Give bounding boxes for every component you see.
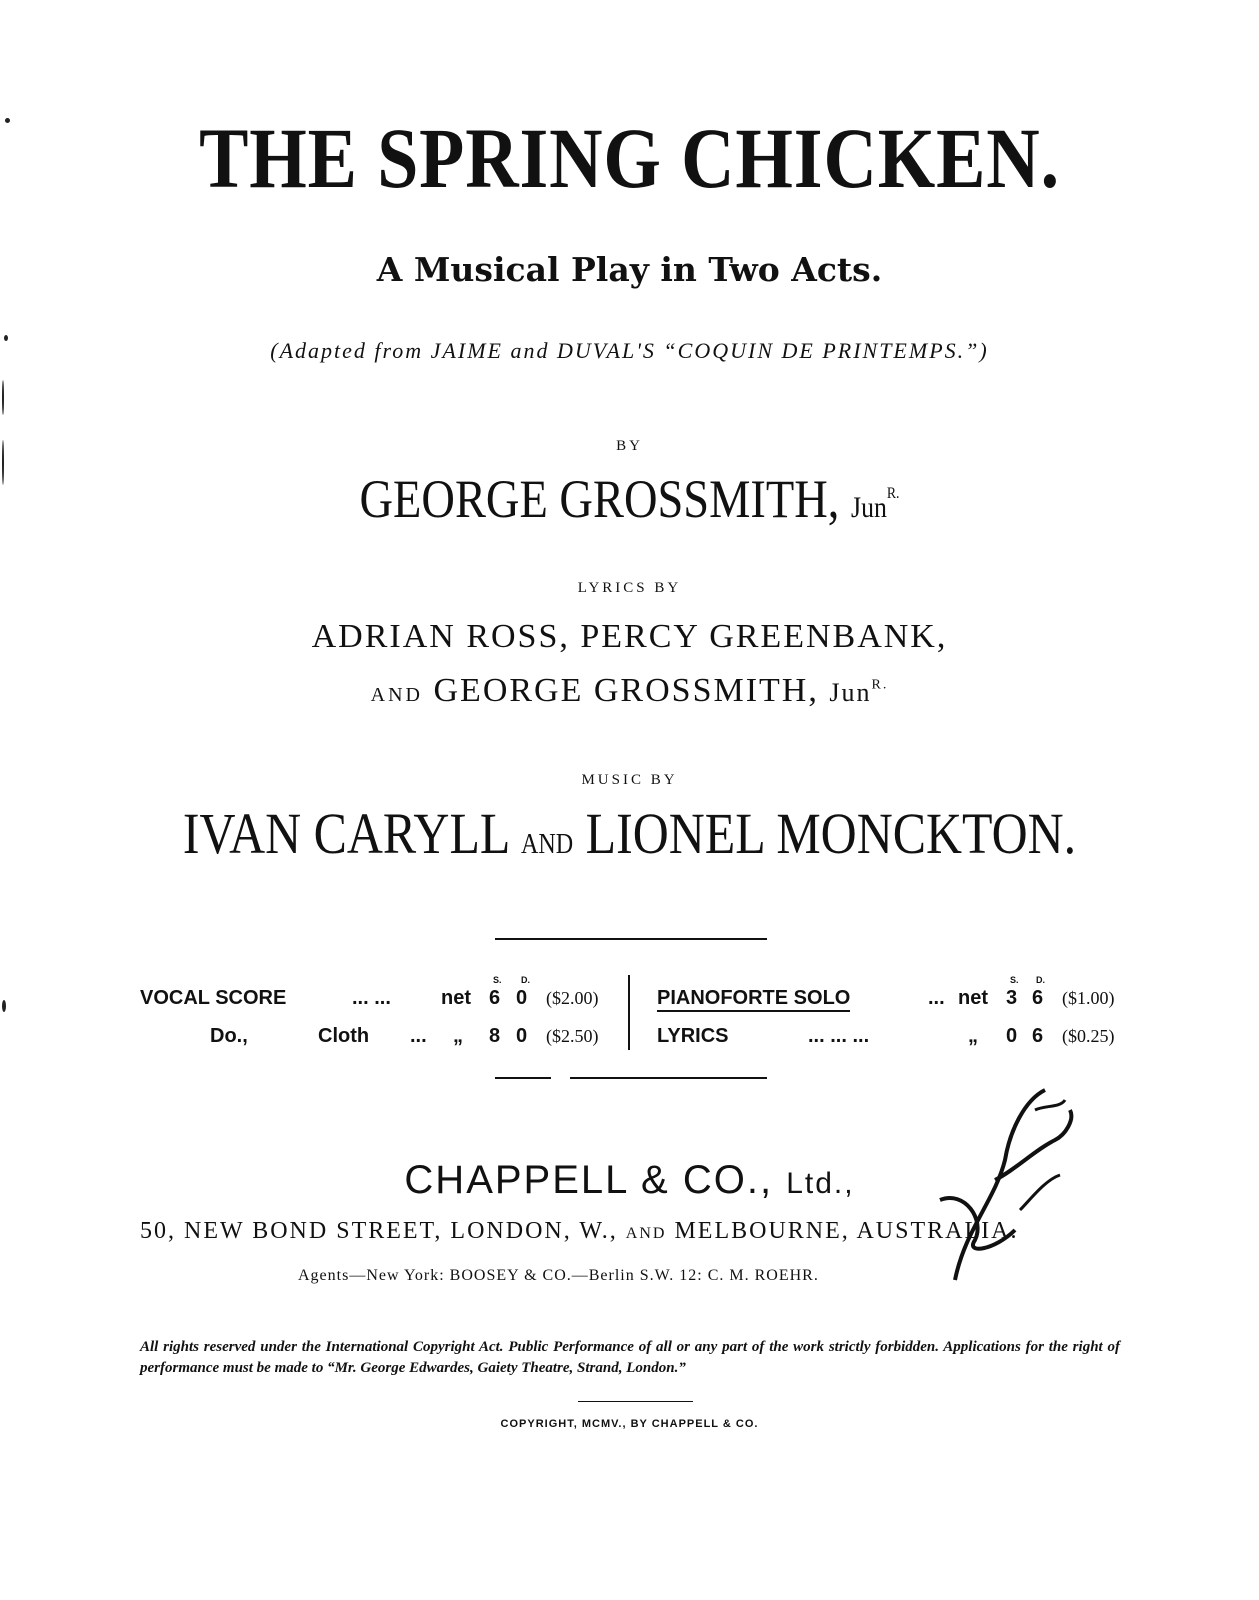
page-title: THE SPRING CHICKEN. <box>199 110 1060 206</box>
agents-line: Agents—New York: BOOSEY & CO.—Berlin S.W. 12: C. M. ROEHR. <box>298 1267 819 1284</box>
price-shillings: 6 <box>489 987 501 1009</box>
price-bottom-rule-left <box>495 1077 551 1079</box>
lyricists-suffix: Jun <box>829 678 872 707</box>
price-dots: ... <box>410 1025 427 1047</box>
composer-2: LIONEL MONCKTON. <box>585 801 1077 866</box>
right-s-header: S. <box>1010 975 1019 985</box>
price-item-vocal-score: VOCAL SCORE <box>140 987 287 1009</box>
publisher-address <box>140 1218 1018 1245</box>
price-usd: ($2.50) <box>546 1026 599 1046</box>
address-suffix: MELBOURNE, AUSTRALIA. <box>674 1218 1019 1244</box>
price-pence: 0 <box>516 1025 528 1047</box>
address-prefix: 50, NEW BOND STREET, LONDON, W., <box>140 1218 618 1244</box>
price-pence: 6 <box>1032 1025 1044 1047</box>
scan-speck <box>4 335 8 341</box>
price-dots: ... ... <box>352 987 391 1009</box>
page-subtitle: A Musical Play in Two Acts. <box>376 250 883 289</box>
author-text: GEORGE GROSSMITH, <box>359 469 840 529</box>
price-item-do: Do., <box>210 1025 248 1047</box>
price-shillings: 8 <box>489 1025 501 1047</box>
rights-notice: All rights reserved under the International Copyright Act. Public Performance of all or any part of the work strictly forbidden. Applications for the right of performance must be made to “Mr. George Edwardes, Gaiety Theatre, Strand, London.” <box>140 1339 1120 1376</box>
price-ditto: „ <box>453 1025 463 1047</box>
footer-rule <box>578 1401 693 1402</box>
price-shillings: 0 <box>1006 1025 1018 1047</box>
scan-speck <box>2 1000 6 1012</box>
price-usd: ($0.25) <box>1062 1026 1115 1046</box>
lyricists-name: GEORGE GROSSMITH, <box>433 672 819 709</box>
left-s-header: S. <box>493 975 502 985</box>
lyricists-line-2 <box>0 672 1259 710</box>
copyright-line: COPYRIGHT, MCMV., BY CHAPPELL & CO. <box>500 1418 759 1430</box>
scan-speck <box>2 440 4 485</box>
price-item-cloth: Cloth <box>318 1025 370 1047</box>
adapted-from-note: (Adapted from JAIME and DUVAL'S “COQUIN DE PRINTEMPS.”) <box>270 338 989 363</box>
price-bottom-rule-right <box>570 1077 767 1079</box>
price-item-lyrics: LYRICS <box>657 1025 729 1047</box>
price-pence: 0 <box>516 987 528 1009</box>
price-dots: ... ... ... <box>808 1025 870 1047</box>
handwritten-signature <box>935 1080 1085 1300</box>
lyricists-line-1: ADRIAN ROSS, PERCY GREENBANK, <box>311 618 948 655</box>
publisher-ltd: Ltd., <box>786 1167 855 1200</box>
scan-speck <box>5 118 10 123</box>
price-usd: ($1.00) <box>1062 988 1115 1008</box>
author-name <box>88 468 1171 530</box>
publisher-name-text: CHAPPELL & CO., <box>404 1158 774 1202</box>
lyricists-and: AND <box>370 684 423 706</box>
price-divider <box>628 975 630 1050</box>
composers-and: AND <box>521 829 574 860</box>
composers <box>88 800 1171 867</box>
music-by-label: MUSIC BY <box>581 772 678 788</box>
composer-1: IVAN CARYLL <box>182 801 509 866</box>
price-net: net <box>958 987 988 1009</box>
lyrics-by-label: LYRICS BY <box>577 580 682 596</box>
address-and: AND <box>625 1225 667 1242</box>
price-ditto: „ <box>968 1025 978 1047</box>
price-dots: ... <box>928 987 945 1009</box>
price-item-pianoforte-solo: PIANOFORTE SOLO <box>657 987 850 1012</box>
scan-speck <box>2 380 4 415</box>
author-suffix: Jun <box>851 491 887 524</box>
price-usd: ($2.00) <box>546 988 599 1008</box>
by-label: BY <box>616 438 643 454</box>
right-d-header: D. <box>1036 975 1045 985</box>
lyricists-suffix-sup: R. <box>871 677 889 693</box>
left-d-header: D. <box>521 975 530 985</box>
price-pence: 6 <box>1032 987 1044 1009</box>
author-suffix-sup: R. <box>886 485 900 502</box>
price-top-rule <box>495 938 767 940</box>
price-shillings: 3 <box>1006 987 1018 1009</box>
price-net: net <box>441 987 471 1009</box>
